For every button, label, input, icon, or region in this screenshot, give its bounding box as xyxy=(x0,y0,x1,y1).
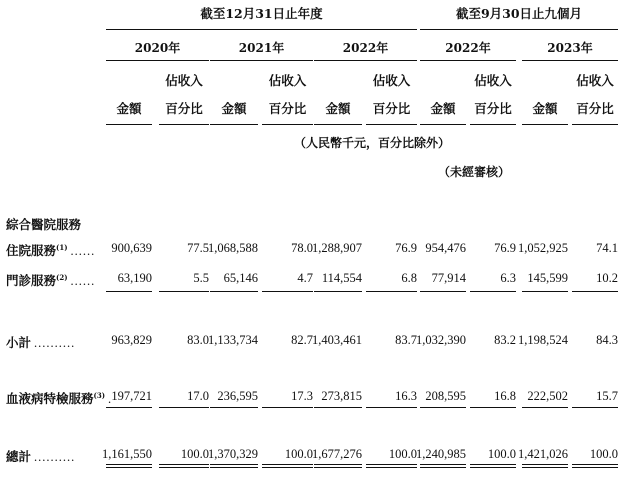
pct-cell: 16.3 xyxy=(395,389,417,403)
period-fy-rule xyxy=(106,29,417,30)
total-double-rule xyxy=(470,467,516,468)
subtotal-rule xyxy=(106,407,152,408)
col-pct-rule xyxy=(470,124,516,125)
footnote-marker: (2) xyxy=(56,272,68,282)
amount-cell: 1,198,524 xyxy=(518,333,568,347)
amount-cell: 963,829 xyxy=(111,333,152,347)
amount-cell: 114,554 xyxy=(321,271,362,285)
total-double-rule xyxy=(314,467,362,468)
pct-cell: 77.5 xyxy=(187,241,209,255)
total-double-rule xyxy=(106,467,152,468)
amount-cell: 1,032,390 xyxy=(416,333,466,347)
pct-cell: 16.8 xyxy=(494,389,516,403)
total-double-rule xyxy=(262,464,313,465)
pct-cell: 83.2 xyxy=(494,333,516,347)
pct-cell: 100.0 xyxy=(180,447,209,461)
unaudited-note: （未經審核） xyxy=(438,165,511,179)
subtotal-rule xyxy=(159,291,209,292)
amount-cell: 77,914 xyxy=(431,271,466,285)
pct-cell: 100.0 xyxy=(284,447,313,461)
pct-cell: 74.1 xyxy=(596,241,618,255)
col-pct-header-line1: 佔收入 xyxy=(268,73,307,88)
subtotal-rule xyxy=(522,291,568,292)
amount-cell: 1,288,907 xyxy=(312,241,362,255)
subtotal-rule xyxy=(262,291,313,292)
row-label xyxy=(6,389,112,407)
footnote-marker: (3) xyxy=(93,390,106,400)
subtotal-rule xyxy=(572,407,618,408)
col-pct-rule xyxy=(159,124,209,125)
year-header-2022-9m: 2022年 xyxy=(445,41,491,55)
subtotal-rule xyxy=(210,291,258,292)
col-pct-header-line1: 佔收入 xyxy=(165,73,203,88)
total-double-rule xyxy=(420,464,466,465)
col-amount-header: 金額 xyxy=(532,101,558,116)
col-pct-rule xyxy=(572,124,618,125)
amount-cell: 954,476 xyxy=(425,241,466,255)
amount-cell: 65,146 xyxy=(223,271,258,285)
subtotal-rule xyxy=(420,407,466,408)
col-pct-header-line2: 百分比 xyxy=(372,101,411,116)
col-amount-rule xyxy=(314,124,362,125)
amount-cell: 197,721 xyxy=(111,389,152,403)
amount-cell: 1,403,461 xyxy=(312,333,362,347)
col-pct-header-line1: 佔收入 xyxy=(576,73,614,88)
pct-cell: 15.7 xyxy=(596,389,618,403)
amount-cell: 1,240,985 xyxy=(416,447,466,461)
pct-cell: 82.7 xyxy=(291,333,313,347)
amount-cell: 1,161,550 xyxy=(102,447,152,461)
subtotal-rule xyxy=(572,291,618,292)
year-header-2023-9m: 2023年 xyxy=(547,41,593,55)
amount-cell: 1,133,734 xyxy=(208,333,258,347)
subtotal-rule xyxy=(210,407,258,408)
pct-cell: 17.3 xyxy=(291,389,313,403)
year-rule-2022-9m xyxy=(420,60,516,61)
subtotal-rule xyxy=(522,407,568,408)
col-amount-rule xyxy=(522,124,568,125)
col-pct-header-line2: 百分比 xyxy=(165,101,203,116)
pct-cell: 17.0 xyxy=(187,389,209,403)
leader-dots: .......... xyxy=(34,450,76,464)
year-rule-2023-9m xyxy=(522,60,618,61)
pct-cell: 100.0 xyxy=(388,447,417,461)
pct-cell: 78.0 xyxy=(291,241,313,255)
col-amount-header: 金額 xyxy=(325,101,351,116)
year-header-2021: 2021年 xyxy=(238,41,285,55)
pct-cell: 76.9 xyxy=(494,241,516,255)
subtotal-rule xyxy=(420,291,466,292)
total-double-rule xyxy=(522,464,568,465)
amount-cell: 145,599 xyxy=(527,271,568,285)
period-9m-header: 截至9月30日止九個月 xyxy=(455,6,583,21)
total-double-rule xyxy=(572,464,618,465)
col-pct-rule xyxy=(262,124,313,125)
subtotal-rule xyxy=(159,407,209,408)
subtotal-rule xyxy=(366,407,417,408)
amount-cell: 1,068,588 xyxy=(208,241,258,255)
total-double-rule xyxy=(470,464,516,465)
period-fy-header: 截至12月31日止年度 xyxy=(200,6,323,21)
year-header-2020: 2020年 xyxy=(134,41,181,55)
pct-cell: 6.8 xyxy=(401,271,417,285)
amount-cell: 208,595 xyxy=(425,389,466,403)
year-rule-2022 xyxy=(314,60,417,61)
total-double-rule xyxy=(159,464,209,465)
leader-dots: ...... xyxy=(70,274,96,288)
amount-cell: 273,815 xyxy=(321,389,362,403)
total-double-rule xyxy=(210,467,258,468)
total-double-rule xyxy=(366,467,417,468)
pct-cell: 83.0 xyxy=(187,333,209,347)
row-label xyxy=(6,241,95,259)
col-pct-header-line2: 百分比 xyxy=(474,101,512,116)
leader-dots: ...... xyxy=(70,244,96,258)
footnote-marker: (1) xyxy=(56,242,68,252)
col-amount-header: 金額 xyxy=(116,101,142,116)
pct-cell: 4.7 xyxy=(297,271,313,285)
row-label-text: 血液病特檢服務 xyxy=(6,391,94,406)
subtotal-rule xyxy=(262,407,313,408)
pct-cell: 100.0 xyxy=(487,447,516,461)
amount-cell: 900,639 xyxy=(111,241,152,255)
amount-cell: 236,595 xyxy=(217,389,258,403)
col-pct-header-line1: 佔收入 xyxy=(372,73,411,88)
col-amount-header: 金額 xyxy=(430,101,456,116)
col-pct-header-line1: 佔收入 xyxy=(474,73,512,88)
total-double-rule xyxy=(522,467,568,468)
pct-cell: 5.5 xyxy=(193,271,209,285)
row-label xyxy=(6,271,95,289)
leader-dots: .......... xyxy=(34,336,76,350)
col-amount-rule xyxy=(106,124,152,125)
row-label xyxy=(6,333,75,351)
period-9m-rule xyxy=(420,29,618,30)
col-pct-header-line2: 百分比 xyxy=(576,101,614,116)
total-double-rule xyxy=(159,467,209,468)
row-label-text: 總計 xyxy=(6,449,32,464)
leader-dots: . xyxy=(108,392,113,406)
total-double-rule xyxy=(366,464,417,465)
pct-cell: 76.9 xyxy=(395,241,417,255)
pct-cell: 10.2 xyxy=(596,271,618,285)
amount-cell: 63,190 xyxy=(117,271,152,285)
pct-cell: 84.3 xyxy=(596,333,618,347)
year-rule-2021 xyxy=(210,60,313,61)
col-amount-rule xyxy=(420,124,466,125)
year-header-2022: 2022年 xyxy=(342,41,389,55)
col-pct-rule xyxy=(366,124,417,125)
section-title: 綜合醫院服務 xyxy=(6,217,82,232)
total-double-rule xyxy=(106,464,152,465)
subtotal-rule xyxy=(106,291,152,292)
amount-cell: 222,502 xyxy=(527,389,568,403)
subtotal-rule xyxy=(470,407,516,408)
year-rule-2020 xyxy=(106,60,209,61)
subtotal-rule xyxy=(470,291,516,292)
row-label-text: 門診服務 xyxy=(6,273,57,288)
pct-cell: 83.7 xyxy=(395,333,417,347)
amount-cell: 1,052,925 xyxy=(518,241,568,255)
col-pct-header-line2: 百分比 xyxy=(268,101,307,116)
total-double-rule xyxy=(262,467,313,468)
total-double-rule xyxy=(420,467,466,468)
total-double-rule xyxy=(210,464,258,465)
amount-cell: 1,677,276 xyxy=(312,447,362,461)
total-double-rule xyxy=(572,467,618,468)
pct-cell: 6.3 xyxy=(500,271,516,285)
currency-note: （人民幣千元，百分比除外） xyxy=(294,136,451,150)
total-double-rule xyxy=(314,464,362,465)
subtotal-rule xyxy=(366,291,417,292)
subtotal-rule xyxy=(314,291,362,292)
amount-cell: 1,421,026 xyxy=(518,447,568,461)
row-label-text: 小計 xyxy=(6,335,32,350)
row-label-text: 住院服務 xyxy=(6,243,57,258)
pct-cell: 100.0 xyxy=(589,447,618,461)
col-amount-header: 金額 xyxy=(221,101,247,116)
subtotal-rule xyxy=(314,407,362,408)
col-amount-rule xyxy=(210,124,258,125)
amount-cell: 1,370,329 xyxy=(208,447,258,461)
row-label xyxy=(6,447,75,465)
